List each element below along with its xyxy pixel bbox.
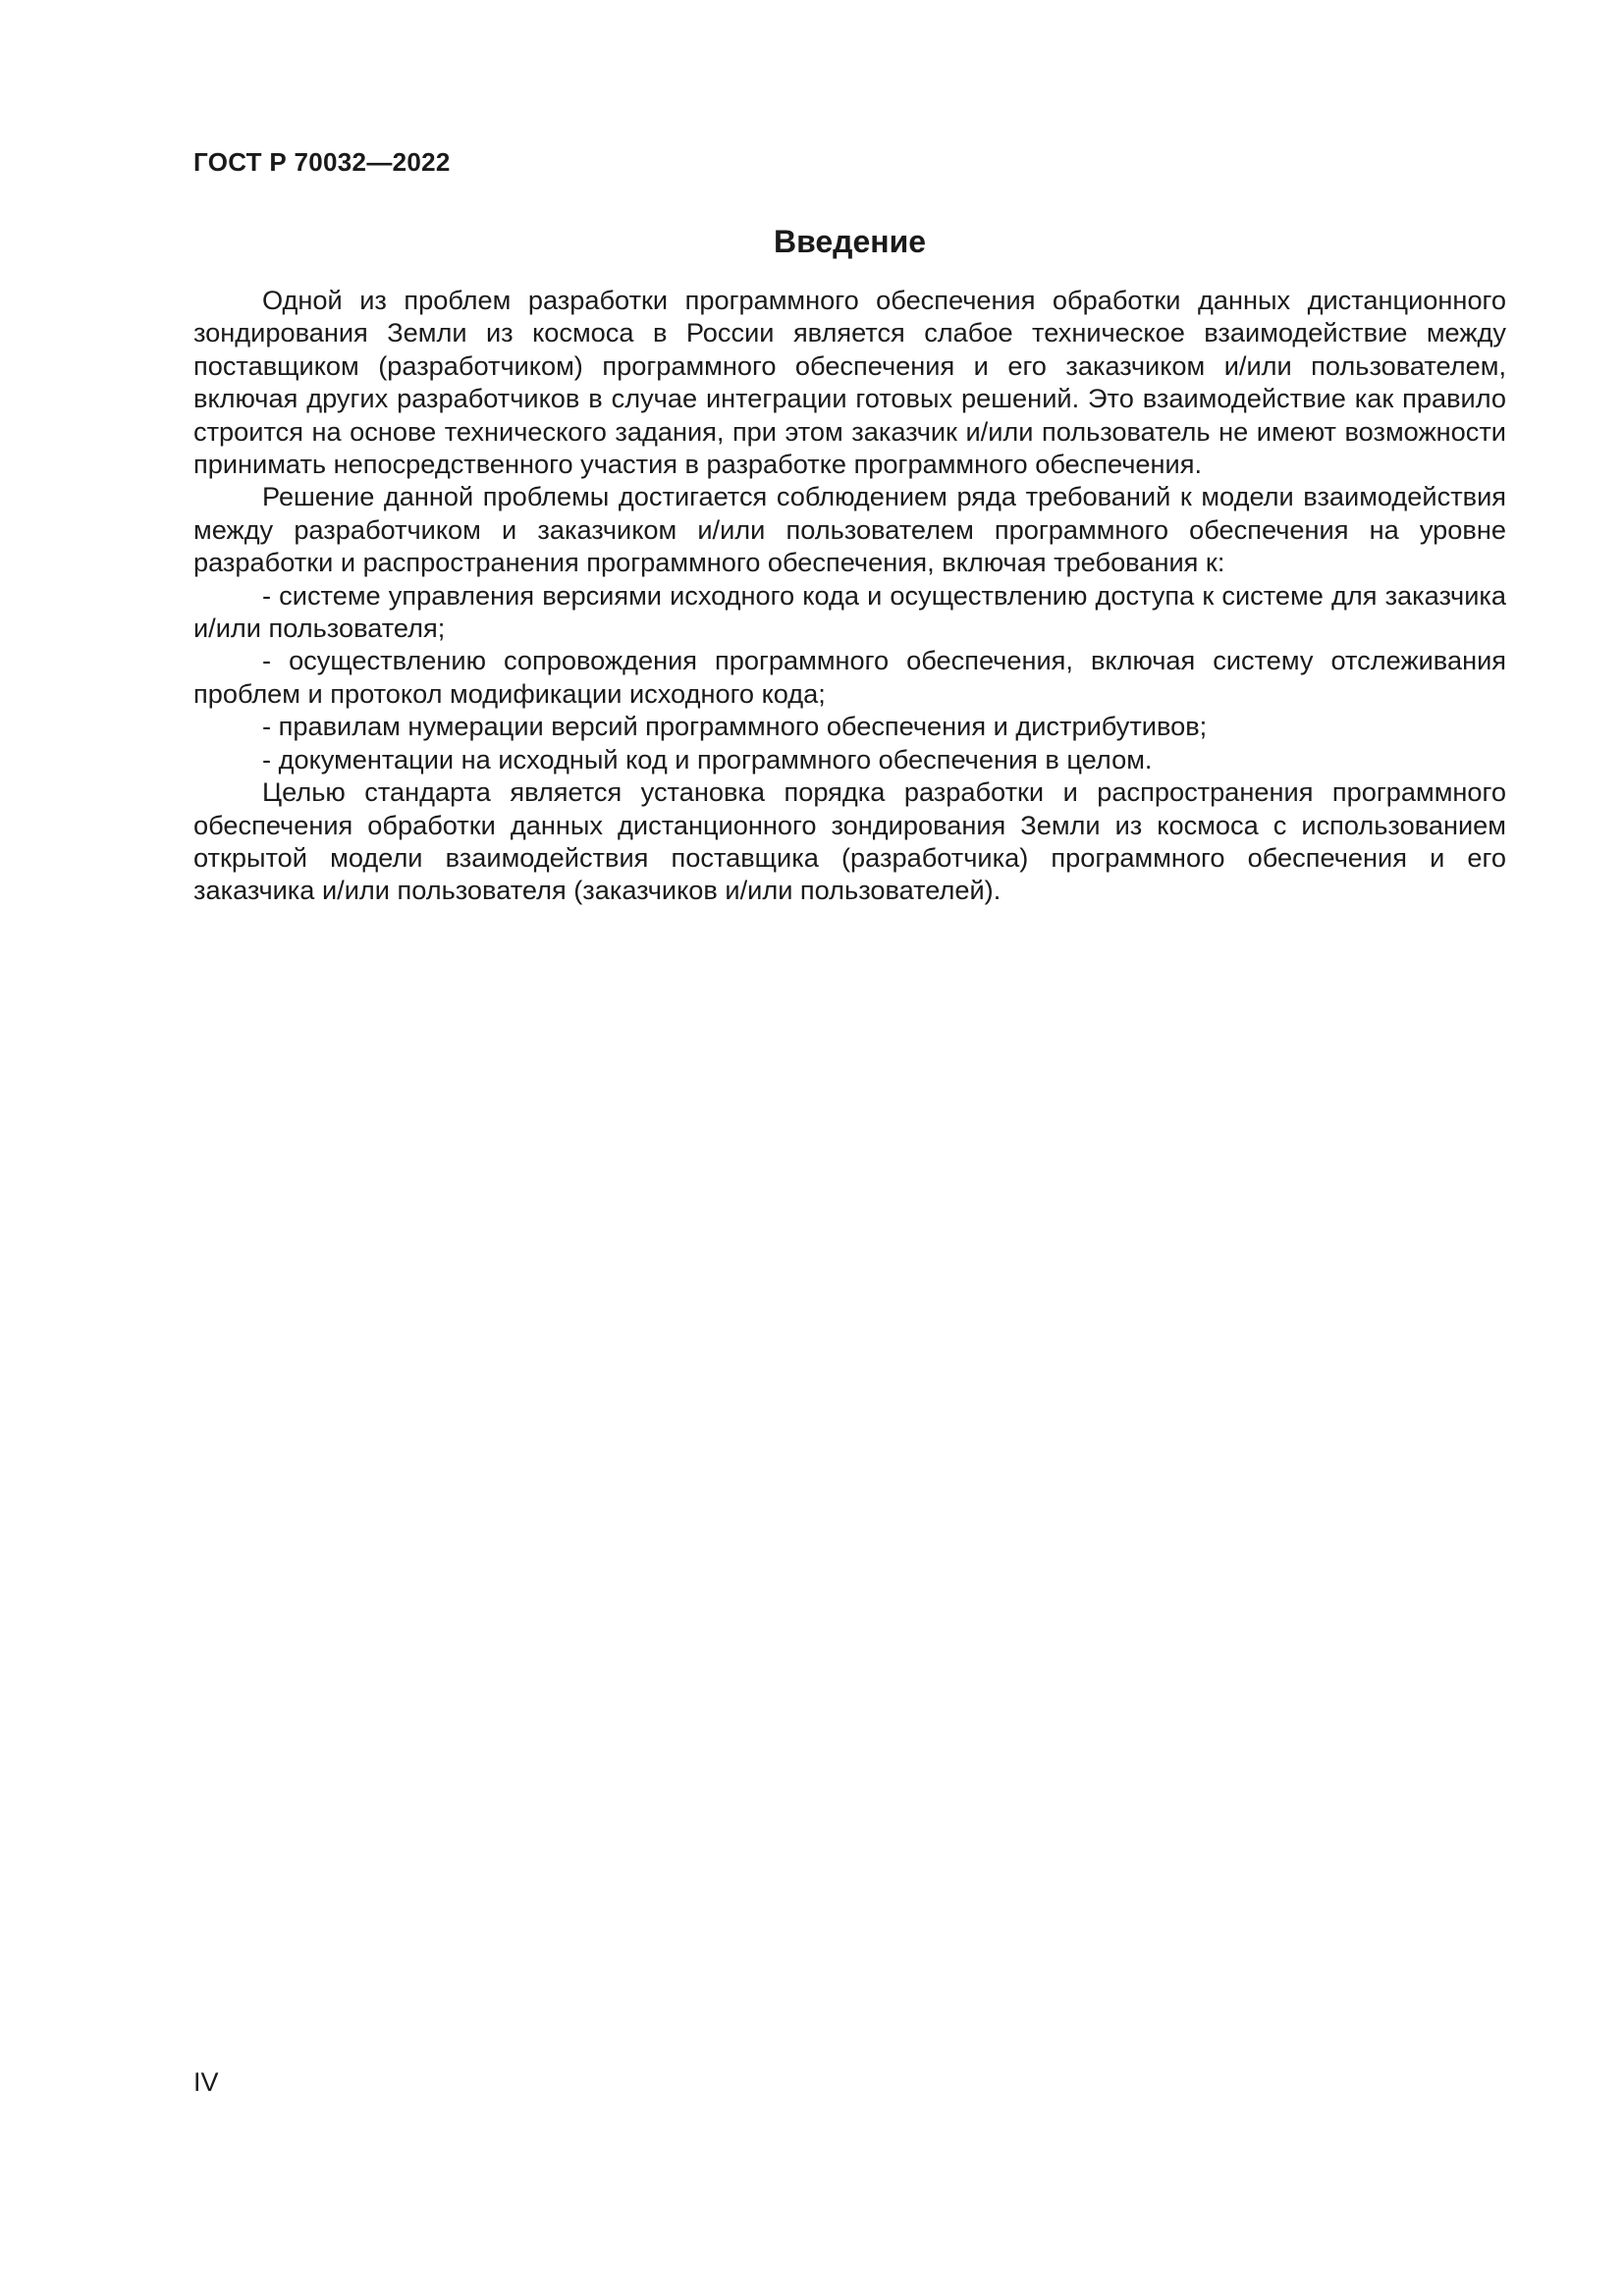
paragraph-solution: Решение данной проблемы достигается соблюдением ряда требований к модели взаимодействия между разработчиком и заказчиком и/или пользователем программного обеспечения на уровне разработки и распространения программного обеспечения, включая требования к: (193, 481, 1506, 578)
list-item-version-numbering: - правилам нумерации версий программного обеспечения и дистрибутивов; (262, 711, 1208, 742)
paragraph-goal: Целью стандарта является установка порядка разработки и распространения программного обеспечения обработки данных дистанционного зондирования Земли из космоса с использованием открытой модели взаимодействия поставщика (разработчика) программного обеспечения и его заказчика и/или пользователя (заказчиков и/или пользователей). (193, 776, 1506, 906)
page-number: IV (193, 2067, 219, 2097)
introduction-body (193, 284, 1506, 907)
list-item-documentation: - документации на исходный код и программного обеспечения в целом. (262, 743, 1153, 774)
standard-code-header: ГОСТ Р 70032—2022 (193, 147, 451, 177)
section-title: Введение (773, 224, 927, 259)
list-item-version-control: - системе управления версиями исходного кода и осуществлению доступа к системе для заказчика и/или пользователя; (193, 579, 1506, 644)
list-item-maintenance: - осуществлению сопровождения программного обеспечения, включая систему отслеживания проблем и протокол модификации исходного кода; (193, 645, 1506, 709)
paragraph-problem: Одной из проблем разработки программного обеспечения обработки данных дистанционного зондирования Земли из космоса в России является слабое техническое взаимодействие между поставщиком (разработчиком) программного обеспечения и его заказчиком и/или пользователем, включая других разработчиков в случае интеграции готовых решений. Это взаимодействие как правило строится на основе технического задания, при этом заказчик и/или пользователь не имеют возможности принимать непосредственного участия в разработке программного обеспечения. (193, 285, 1506, 480)
